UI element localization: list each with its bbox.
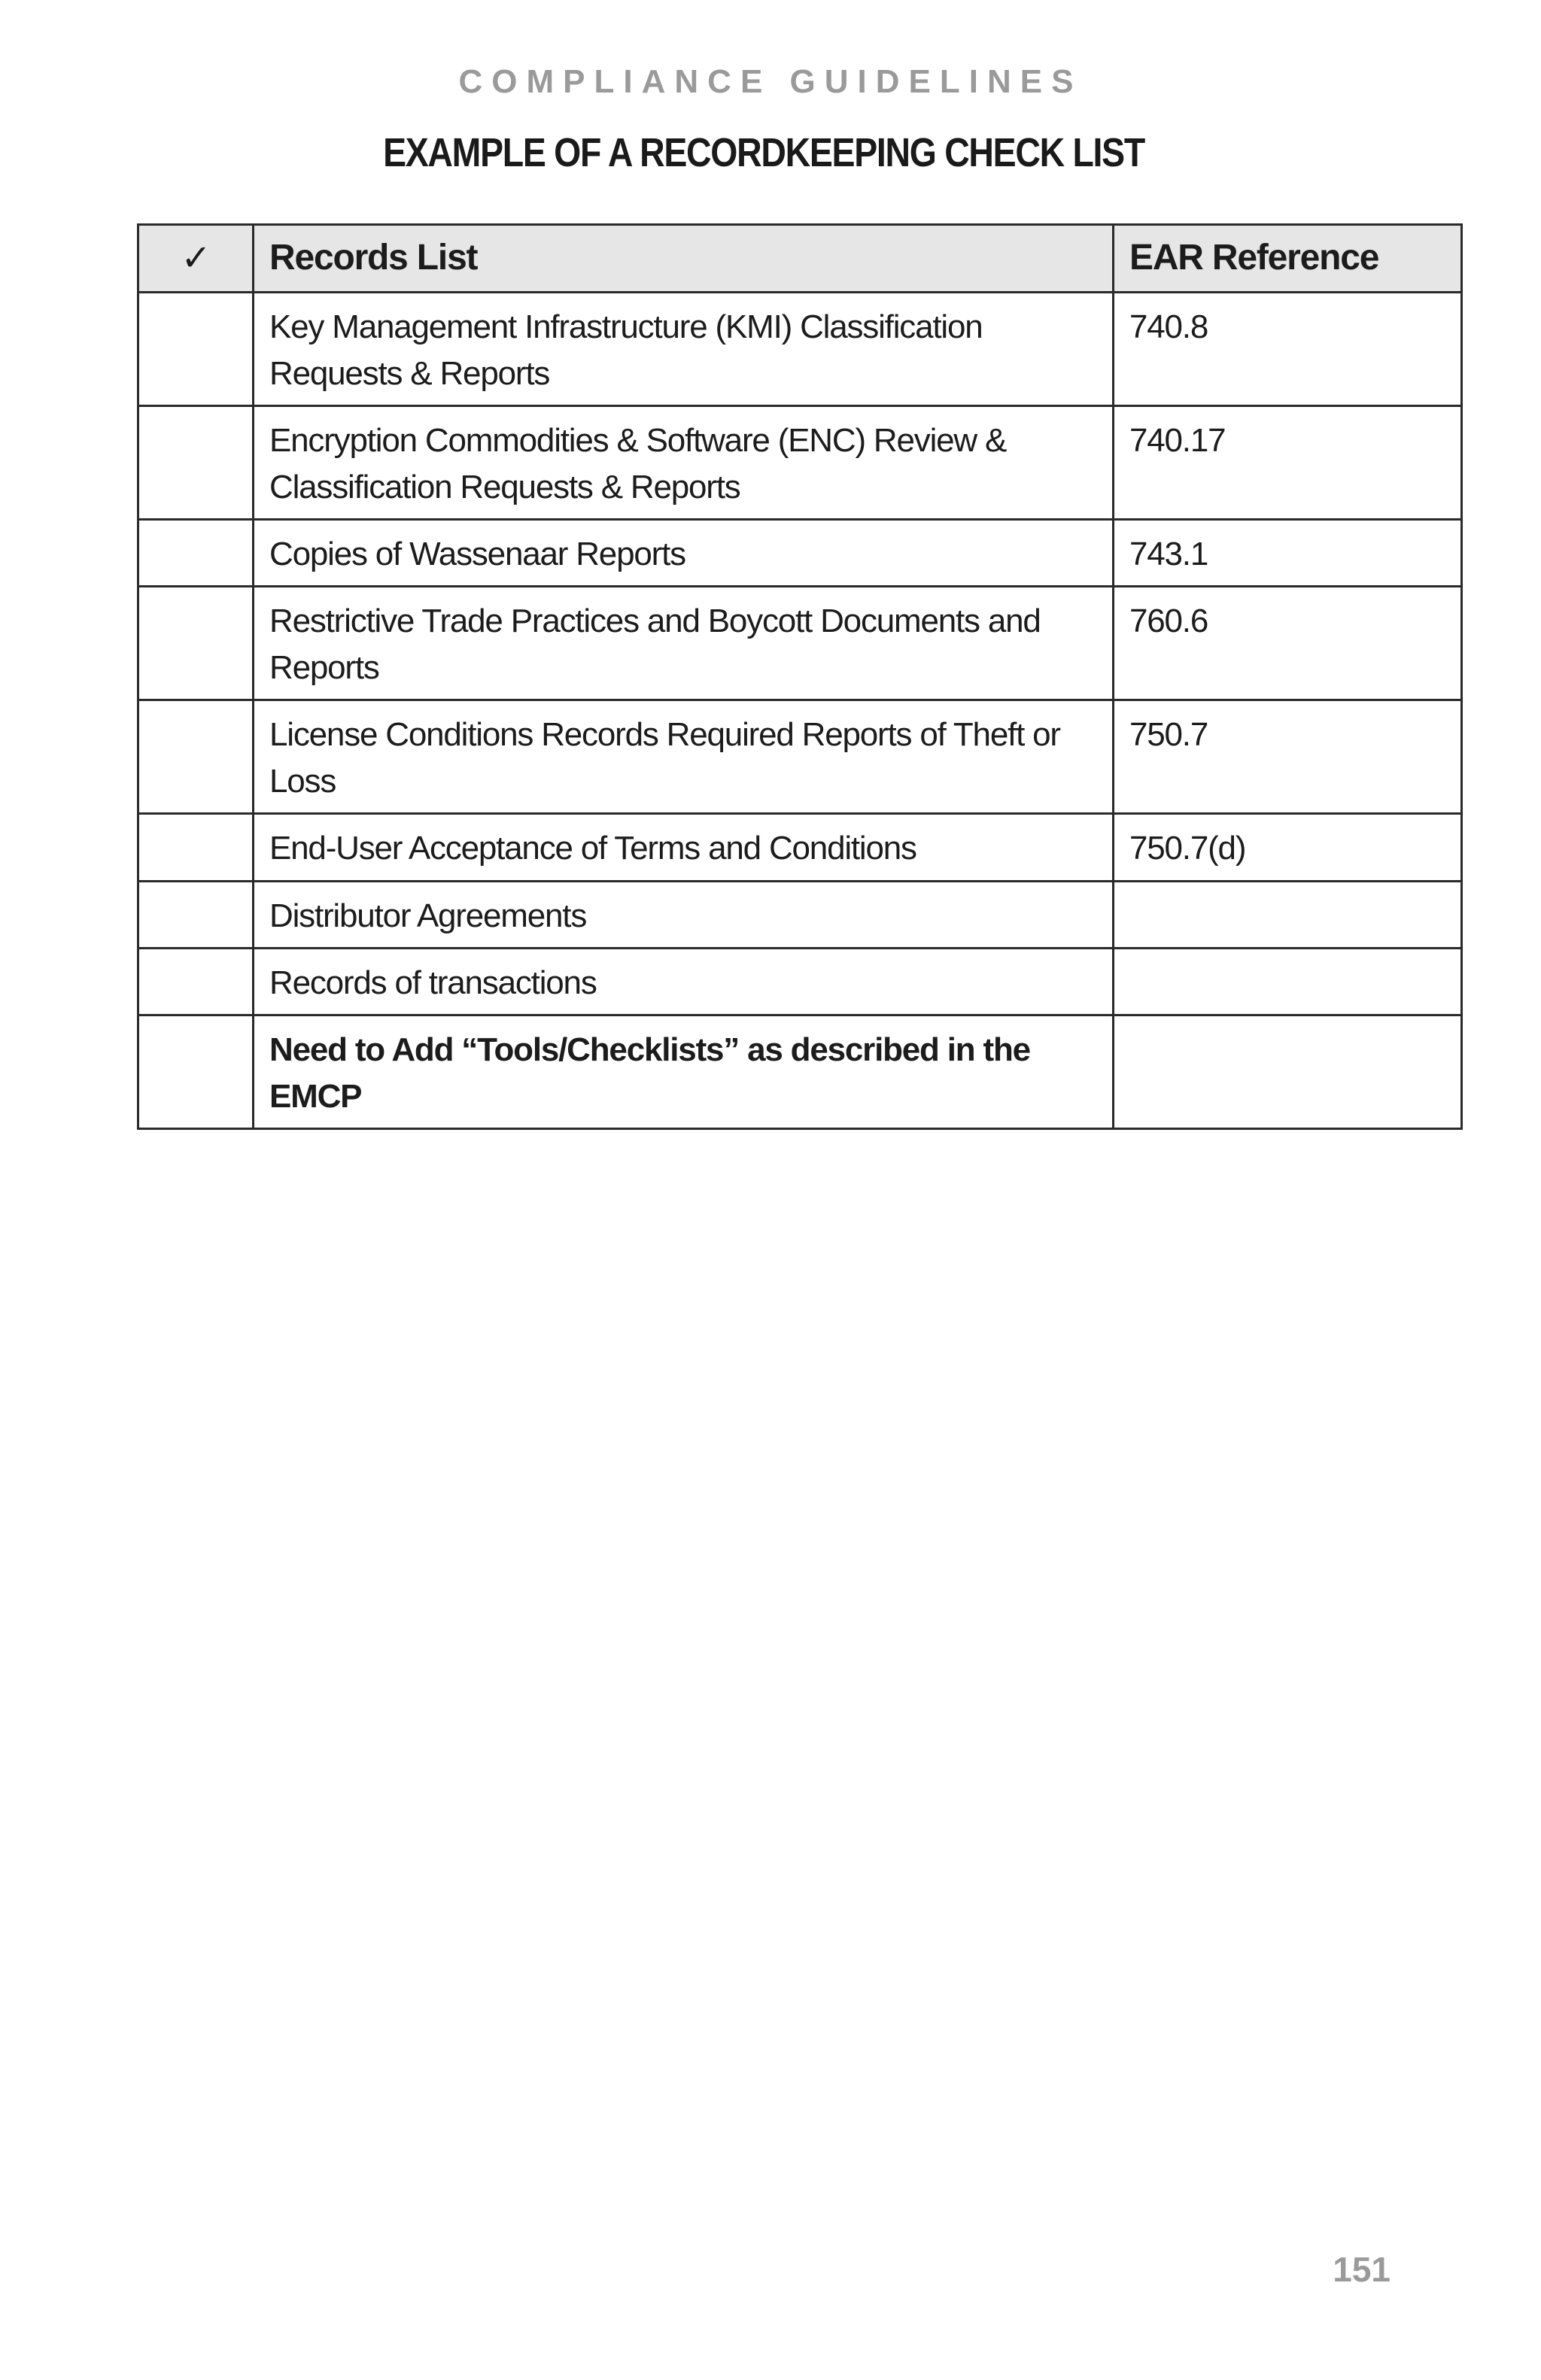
reference-cell	[1114, 882, 1462, 949]
record-cell: Encryption Commodities & Software (ENC) Review & Classification Requests & Reports	[254, 406, 1114, 520]
table-row	[138, 1015, 1462, 1129]
reference-cell: 740.8	[1114, 293, 1462, 406]
running-head: COMPLIANCE GUIDELINES	[458, 63, 1083, 100]
ear-reference-column-header: EAR Reference	[1114, 225, 1462, 293]
reference-cell: 740.17	[1114, 406, 1462, 520]
page-number: 151	[1333, 2250, 1391, 2289]
reference-cell: 750.7	[1114, 700, 1462, 814]
table-row	[138, 293, 1462, 406]
record-cell: Need to Add “Tools/Checklists” as described in the EMCP	[254, 1015, 1114, 1129]
record-cell: Restrictive Trade Practices and Boycott Documents and Reports	[254, 587, 1114, 700]
table-row	[138, 587, 1462, 700]
check-cell[interactable]	[138, 587, 254, 700]
page-title: EXAMPLE OF A RECORDKEEPING CHECK LIST	[383, 130, 1144, 175]
record-cell: Key Management Infrastructure (KMI) Classification Requests & Reports	[254, 293, 1114, 406]
check-cell[interactable]	[138, 949, 254, 1015]
records-list-column-header: Records List	[254, 225, 1114, 293]
reference-cell: 760.6	[1114, 587, 1462, 700]
check-cell[interactable]	[138, 1015, 254, 1129]
table-row	[138, 700, 1462, 814]
check-cell[interactable]	[138, 293, 254, 406]
reference-cell	[1114, 949, 1462, 1015]
check-column-header	[138, 225, 254, 293]
check-cell[interactable]	[138, 700, 254, 814]
reference-cell: 750.7(d)	[1114, 814, 1462, 882]
reference-cell	[1114, 1015, 1462, 1129]
record-cell: License Conditions Records Required Reports of Theft or Loss	[254, 700, 1114, 814]
record-cell: Copies of Wassenaar Reports	[254, 520, 1114, 587]
table-header-row	[138, 225, 1462, 293]
table-row	[138, 406, 1462, 520]
check-cell[interactable]	[138, 814, 254, 882]
record-cell: Records of transactions	[254, 949, 1114, 1015]
record-cell: Distributor Agreements	[254, 882, 1114, 949]
table-row	[138, 814, 1462, 882]
check-cell[interactable]	[138, 882, 254, 949]
record-cell: End-User Acceptance of Terms and Conditions	[254, 814, 1114, 882]
check-cell[interactable]	[138, 406, 254, 520]
table-row	[138, 949, 1462, 1015]
checkmark-icon: ✓	[181, 237, 211, 279]
table-row	[138, 882, 1462, 949]
table-row	[138, 520, 1462, 587]
recordkeeping-checklist-table	[137, 223, 1463, 1130]
check-cell[interactable]	[138, 520, 254, 587]
reference-cell: 743.1	[1114, 520, 1462, 587]
